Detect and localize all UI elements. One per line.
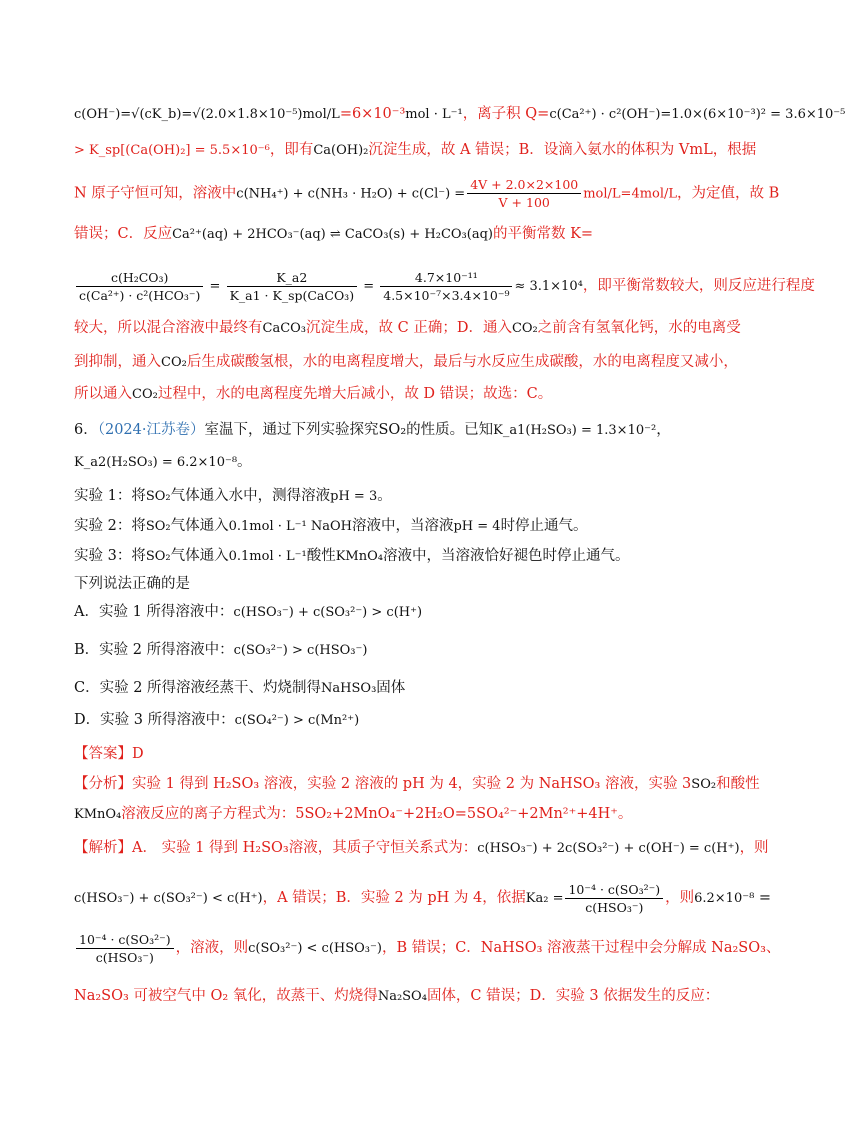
option-a-wrong-text: 沉淀生成，故 A 错误；B．设滴入氨水的体积为 VmL，根据 — [368, 142, 757, 158]
exp2-label: 实验 2：将 — [74, 518, 146, 534]
solution-line-7 — [74, 352, 738, 373]
exp1-text: 气体通入水中，测得溶液 — [170, 488, 331, 504]
solution-line-4 — [74, 224, 734, 245]
solution-line-8 — [74, 384, 734, 405]
comma: ， — [656, 422, 671, 438]
k-fraction-2 — [227, 269, 358, 304]
answer-value: D — [132, 746, 144, 762]
ka2-fraction — [565, 881, 663, 916]
k-fraction-1-denominator: c(Ca²⁺) · c²(HCO₃⁻) — [79, 287, 201, 303]
analysis-line-1 — [74, 774, 760, 795]
ratio-fraction-denominator: c(HSO₃⁻) — [95, 949, 154, 965]
solution-line-6 — [74, 318, 741, 339]
option-a-inequality: c(HSO₃⁻) + c(SO₃²⁻) < c(H⁺) — [74, 891, 263, 906]
k-fraction-3 — [380, 269, 512, 304]
constant-value-text: ，为定值，故 B — [677, 185, 780, 202]
option-a — [74, 602, 734, 623]
analysis-ionic-equation: 溶液反应的离子方程式为：5SO₂+2MnO₄⁻+2H₂O=5SO₄²⁻+2Mn²⁺+4H⁺。 — [121, 806, 633, 822]
exp2-ph: pH = 4 — [453, 519, 501, 534]
option-b-inequality: c(SO₃²⁻) < c(HSO₃⁻) — [248, 941, 382, 956]
solution-line-2 — [74, 140, 757, 161]
water-ionization-text-1: 之前含有氢氧化钙，水的电离受 — [537, 320, 741, 336]
option-c — [74, 678, 734, 699]
caco3-formula: CaCO₃ — [262, 321, 307, 336]
nitrogen-fraction-numerator: 4V + 2.0×2×100 — [467, 176, 581, 194]
exp3-so2: SO₂ — [145, 549, 171, 564]
option-a-wrong: ，A 错误；B．实验 2 为 pH 为 4，依据 — [262, 890, 526, 906]
ka2-label: Ka₂ = — [525, 891, 564, 906]
option-a-formula: c(HSO₃⁻) + c(SO₃²⁻) > c(H⁺) — [233, 605, 423, 620]
exp3-end: 溶液中，当溶液恰好褪色时停止通气。 — [382, 548, 630, 564]
exp3-concentration: 0.1mol · L⁻¹ — [228, 549, 307, 564]
explanation-text: A． 实验 1 得到 H₂SO₃溶液，其质子守恒关系式为： — [132, 840, 478, 856]
precipitate-text: ，即有 — [269, 142, 314, 158]
ka2-numeric: 6.2×10⁻⁸ — [694, 891, 755, 906]
k-fraction-3-numerator: 4.7×10⁻¹¹ — [380, 269, 512, 287]
option-c-formula: NaHSO₃ — [321, 681, 377, 696]
k-fraction-1 — [76, 269, 203, 304]
nitrogen-sum-formula: c(NH₄⁺) + c(NH₃ · H₂O) + c(Cl⁻) = — [236, 186, 466, 202]
exp2-so2: SO₂ — [145, 519, 171, 534]
analysis-so2: SO₂ — [691, 777, 717, 792]
ratio-fraction-numerator: 10⁻⁴ · c(SO₃²⁻) — [76, 931, 174, 949]
reaction-intro: 错误；C．反应 — [74, 226, 173, 242]
calcium-reaction-equation: Ca²⁺(aq) + 2HCO₃⁻(aq) ⇌ CaCO₃(s) + H₂CO₃(aq) — [172, 227, 493, 242]
solution-line-1 — [74, 104, 845, 125]
ka2-fraction-denominator: c(HSO₃⁻) — [585, 899, 644, 915]
explanation-line-2 — [74, 878, 772, 919]
explanation-line-3 — [74, 928, 781, 969]
k-large-text: ，即平衡常数较大，则反应进行程度 — [582, 278, 815, 294]
exp2-end: 时停止通气。 — [500, 518, 588, 534]
water-ionization-text-2: 后生成碳酸氢根，水的电离程度增大，最后与水反应生成碳酸，水的电离程度又减小， — [186, 354, 738, 370]
option-d — [74, 710, 734, 731]
question-stem: 下列说法正确的是 — [74, 576, 190, 592]
solution-line-5: $\frac{\text{c(H₂CO₃)}}{\text{c(Ca²⁺) · c²(HCO₃⁻)}}$ = $\frac{K\_a2}{\text{K\_a1 · K\_sp(CaCO₃)}}$ = $\frac{\text{4.7×10⁻¹¹}}{\text{4.5×10⁻⁷×3.4×10⁻⁹}}$ ≈ 3.1×10⁴，即平衡常数较大，则反应进行程度 — [74, 266, 734, 307]
co2-formula-2: CO₂ — [161, 355, 187, 370]
nitrogen-conservation-text: N 原子守恒可知，溶液中 — [74, 185, 237, 202]
oh-value: =6×10⁻³ — [339, 106, 406, 122]
ka2-value: K_a2(H₂SO₃) = 6.2×10⁻⁸ — [74, 455, 238, 470]
analysis-kmno4: KMnO₄ — [74, 807, 122, 822]
explanation-tag: 【解析】 — [74, 840, 132, 856]
exp2-text-2: 溶液中，当溶液 — [351, 518, 454, 534]
then-text: ，则 — [665, 890, 695, 906]
question-6-header — [74, 420, 734, 441]
calcium-hydroxide: Ca(OH)₂ — [313, 143, 369, 158]
question-source: （2024·江苏卷） — [97, 422, 205, 438]
experiment-1 — [74, 486, 734, 507]
option-b-formula: c(SO₃²⁻) > c(HSO₃⁻) — [233, 643, 368, 658]
question-6-ka2 — [74, 452, 734, 473]
exp2-text: 气体通入 — [170, 518, 229, 534]
proton-conservation-formula: c(HSO₃⁻) + 2c(SO₃²⁻) + c(OH⁻) = c(H⁺) — [477, 841, 740, 856]
co2-intro-3: 所以通入 — [74, 386, 132, 402]
answer-line — [74, 744, 734, 764]
ratio-fraction — [76, 931, 174, 966]
exp1-ph: pH = 3 — [330, 489, 378, 504]
k-fraction-2-numerator: K_a2 — [227, 269, 358, 287]
question-intro: 室温下，通过下列实验探究SO₂的性质。已知 — [204, 422, 494, 438]
answer-tag: 【答案】 — [74, 746, 132, 762]
caco3-intro: 较大，所以混合溶液中最终有 — [74, 320, 263, 336]
oxidation-text: Na₂SO₃ 可被空气中 O₂ 氧化，故蒸干、灼烧得 — [74, 988, 378, 1004]
k-fraction-1-numerator: c(H₂CO₃) — [76, 269, 203, 287]
option-a-label: A．实验 1 所得溶液中： — [74, 604, 234, 620]
exp3-acid: 酸性 — [306, 548, 336, 564]
explanation-line-1 — [74, 838, 769, 859]
equals-sign: = — [754, 890, 772, 906]
oh-concentration-formula: c(OH⁻)=√(cK_b)=√(2.0×1.8×10⁻⁵)mol/L — [74, 107, 340, 122]
k-approx-value: ≈ 3.1×10⁴ — [514, 279, 583, 294]
co2-intro-2: 到抑制，通入 — [74, 354, 161, 370]
option-c-wrong-d-intro: 固体，C 错误；D．实验 3 依据发生的反应： — [426, 988, 720, 1004]
ka2-fraction-numerator: 10⁻⁴ · c(SO₃²⁻) — [565, 881, 663, 899]
nitrogen-unit: mol/L=4mol/L — [583, 186, 678, 202]
ksp-comparison: > K_sp[(Ca(OH)₂] = 5.5×10⁻⁶ — [74, 143, 270, 158]
exp3-kmno4: KMnO₄ — [335, 549, 383, 564]
analysis-line-2 — [74, 804, 734, 825]
experiment-2 — [74, 516, 734, 537]
exp3-label: 实验 3：将 — [74, 548, 146, 564]
solution-line-3 — [74, 176, 780, 211]
experiment-3 — [74, 546, 734, 567]
equilibrium-constant-label: 的平衡常数 K= — [492, 226, 594, 242]
ion-product-label: ，离子积 Q= — [462, 106, 550, 122]
oh-unit: mol · L⁻¹ — [405, 107, 463, 122]
option-d-label: D．实验 3 所得溶液中： — [74, 712, 235, 728]
exp3-text: 气体通入 — [170, 548, 229, 564]
nitrogen-fraction — [467, 176, 581, 211]
ka1-value: K_a1(H₂SO₃) = 1.3×10⁻² — [493, 423, 657, 438]
analysis-text-2: 和酸性 — [716, 776, 760, 792]
exp2-concentration: 0.1mol · L⁻¹ NaOH — [228, 519, 352, 534]
option-d-formula: c(SO₄²⁻) > c(Mn²⁺) — [234, 713, 360, 728]
explanation-line-4 — [74, 986, 734, 1007]
exp1-label: 实验 1：将 — [74, 488, 146, 504]
option-b-label: B．实验 2 所得溶液中： — [74, 642, 234, 658]
k-fraction-3-denominator: 4.5×10⁻⁷×3.4×10⁻⁹ — [383, 287, 510, 303]
na2so4-formula: Na₂SO₄ — [377, 989, 427, 1004]
question-number: 6． — [74, 422, 98, 438]
co2-formula-3: CO₂ — [132, 387, 158, 402]
exp1-end: 。 — [377, 488, 392, 504]
option-b — [74, 640, 734, 661]
analysis-tag: 【分析】 — [74, 776, 132, 792]
solution-then: ，溶液，则 — [175, 940, 249, 956]
option-c-end: 固体 — [376, 680, 406, 696]
exp1-so2: SO₂ — [145, 489, 171, 504]
k-fraction-2-denominator: K_a1 · K_sp(CaCO₃) — [229, 287, 355, 303]
option-b-wrong: ，B 错误；C．NaHSO₃ 溶液蒸干过程中会分解成 Na₂SO₃、 — [381, 940, 781, 956]
explanation-then: ，则 — [739, 840, 769, 856]
period: 。 — [237, 454, 252, 470]
option-c-label: C．实验 2 所得溶液经蒸干、灼烧制得 — [74, 680, 322, 696]
option-c-correct-text: 沉淀生成，故 C 正确；D．通入 — [306, 320, 512, 336]
ion-product-formula: c(Ca²⁺) · c²(OH⁻)=1.0×(6×10⁻³)² = 3.6×10⁻⁵ — [549, 107, 845, 122]
co2-formula-1: CO₂ — [511, 321, 538, 336]
conclusion-text: 过程中，水的电离程度先增大后减小，故 D 错误；故选：C。 — [157, 386, 553, 402]
analysis-text: 实验 1 得到 H₂SO₃ 溶液，实验 2 溶液的 pH 为 4，实验 2 为 NaHSO₃ 溶液，实验 3 — [132, 776, 692, 792]
nitrogen-fraction-denominator: V + 100 — [498, 195, 550, 210]
